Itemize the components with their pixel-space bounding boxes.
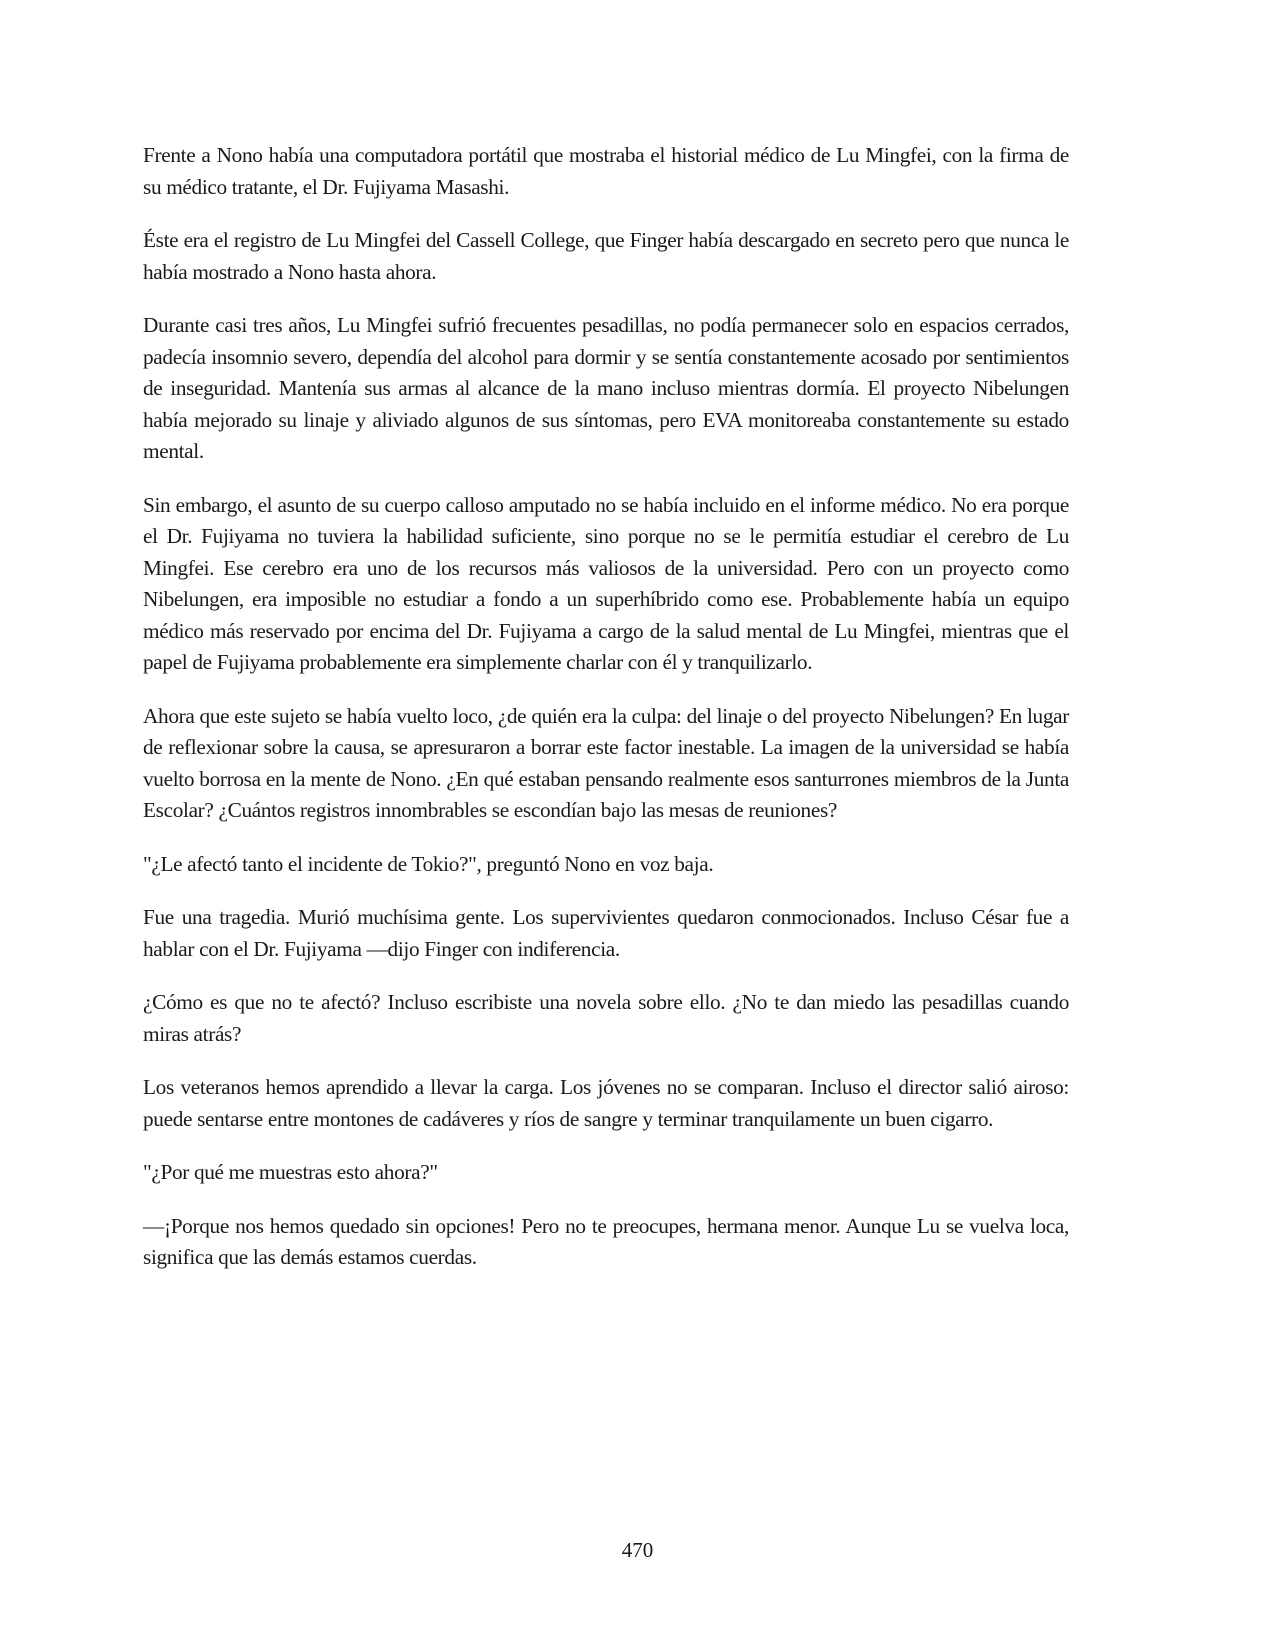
paragraph: Durante casi tres años, Lu Mingfei sufrió frecuentes pesadillas, no podía permanecer solo en espacios cerrados, padecía insomnio severo, dependía del alcohol para dormir y se sentía constantemente acosado por sentimientos de inseguridad. Mantenía sus armas al alcance de la mano incluso mientras dormía. El proyecto Nibelungen había mejorado su linaje y aliviado algunos de sus síntomas, pero EVA monitoreaba constantemente su estado mental. [143,313,1069,463]
paragraph: Ahora que este sujeto se había vuelto loco, ¿de quién era la culpa: del linaje o del proyecto Nibelungen? En lugar de reflexionar sobre la causa, se apresuraron a borrar este factor inestable. La imagen de la universidad se había vuelto borrosa en la mente de Nono. ¿En qué estaban pensando realmente esos santurrones miembros de la Junta Escolar? ¿Cuántos registros innombrables se escondían bajo las mesas de reuniones? [143,703,1069,822]
paragraph: "¿Por qué me muestras esto ahora?" [143,1160,438,1184]
page-number: 470 [621,1538,654,1562]
page-body [143,140,1069,1296]
paragraph: Éste era el registro de Lu Mingfei del Cassell College, que Finger había descargado en secreto pero que nunca le había mostrado a Nono hasta ahora. [143,228,1069,284]
paragraph: Los veteranos hemos aprendido a llevar la carga. Los jóvenes no se comparan. Incluso el director salió airoso: puede sentarse entre montones de cadáveres y ríos de sangre y terminar tranquilamente un buen cigarro. [143,1075,1069,1131]
paragraph: Sin embargo, el asunto de su cuerpo calloso amputado no se había incluido en el informe médico. No era porque el Dr. Fujiyama no tuviera la habilidad suficiente, sino porque no se le permitía estudiar el cerebro de Lu Mingfei. Ese cerebro era uno de los recursos más valiosos de la universidad. Pero con un proyecto como Nibelungen, era imposible no estudiar a fondo a un superhíbrido como ese. Probablemente había un equipo médico más reservado por encima del Dr. Fujiyama a cargo de la salud mental de Lu Mingfei, mientras que el papel de Fujiyama probablemente era simplemente charlar con él y tranquilizarlo. [143,492,1069,674]
paragraph: Fue una tragedia. Murió muchísima gente. Los supervivientes quedaron conmocionados. Incluso César fue a hablar con el Dr. Fujiyama —dijo Finger con indiferencia. [143,905,1069,961]
paragraph: Frente a Nono había una computadora portátil que mostraba el historial médico de Lu Mingfei, con la firma de su médico tratante, el Dr. Fujiyama Masashi. [143,143,1069,199]
paragraph: —¡Porque nos hemos quedado sin opciones! Pero no te preocupes, hermana menor. Aunque Lu se vuelva loca, significa que las demás estamos cuerdas. [143,1213,1069,1269]
paragraph: "¿Le afectó tanto el incidente de Tokio?", preguntó Nono en voz baja. [143,851,714,876]
paragraph: ¿Cómo es que no te afectó? Incluso escribiste una novela sobre ello. ¿No te dan miedo las pesadillas cuando miras atrás? [143,990,1069,1046]
